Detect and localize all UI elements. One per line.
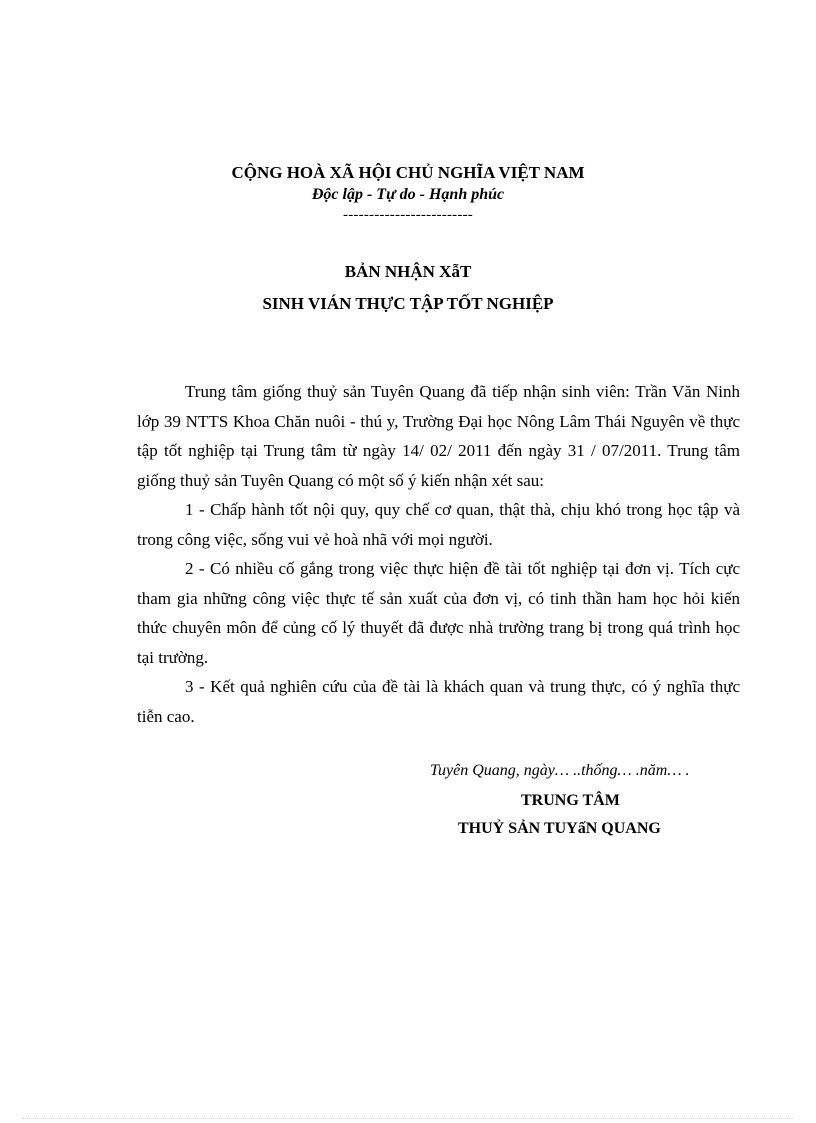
signature-org-line2: THUỶ SẢN TUYấN QUANG	[458, 820, 661, 837]
page-bottom-border	[22, 1118, 794, 1119]
signature-place-date: Tuyên Quang, ngày… ..thống… .năm… .	[430, 762, 690, 779]
intro-paragraph: Trung tâm giống thuỷ sản Tuyên Quang đã tiếp nhận sinh viên: Trần Văn Ninh lớp 39 NTTS Khoa Chăn nuôi - thú y, Trường Đại học Nông Lâm Thái Nguyên về thực tập tốt nghiệp tại Trung tâm từ ngày 14/ 02/ 2011 đến ngày 31 / 07/2011. Trung tâm giống thuỷ sản Tuyên Quang có một số ý kiến nhận xét sau:	[137, 382, 740, 490]
point-2-paragraph: 2 - Có nhiều cố gắng trong việc thực hiện đề tài tốt nghiệp tại đơn vị. Tích cực tham gia những công việc thực tế sản xuất của đơn vị, có tinh thần ham học hỏi kiến thức chuyên môn để củng cố lý thuyết đã được nhà trường trang bị trong quá trình học tại trường.	[137, 559, 740, 667]
point-3-paragraph: 3 - Kết quả nghiên cứu của đề tài là khách quan và trung thực, có ý nghĩa thực tiễn cao.	[137, 677, 740, 726]
point-1-paragraph: 1 - Chấp hành tốt nội quy, quy chế cơ quan, thật thà, chịu khó trong học tập và trong công việc, sống vui vẻ hoà nhã với mọi người.	[137, 500, 740, 549]
document-subtitle: SINH VIÁN THỰC TẬP TỐT NGHIỆP	[262, 294, 554, 313]
signature-org-line1: TRUNG TÂM	[521, 792, 620, 809]
country-heading: CỘNG HOÀ XÃ HỘI CHỦ NGHĨA VIỆT NAM	[231, 163, 585, 182]
national-motto: Độc lập - Tự do - Hạnh phúc	[311, 186, 505, 203]
heading-separator: -------------------------	[343, 207, 473, 223]
document-body	[137, 377, 740, 731]
document-title: BẢN NHẬN XẫT	[344, 262, 472, 281]
